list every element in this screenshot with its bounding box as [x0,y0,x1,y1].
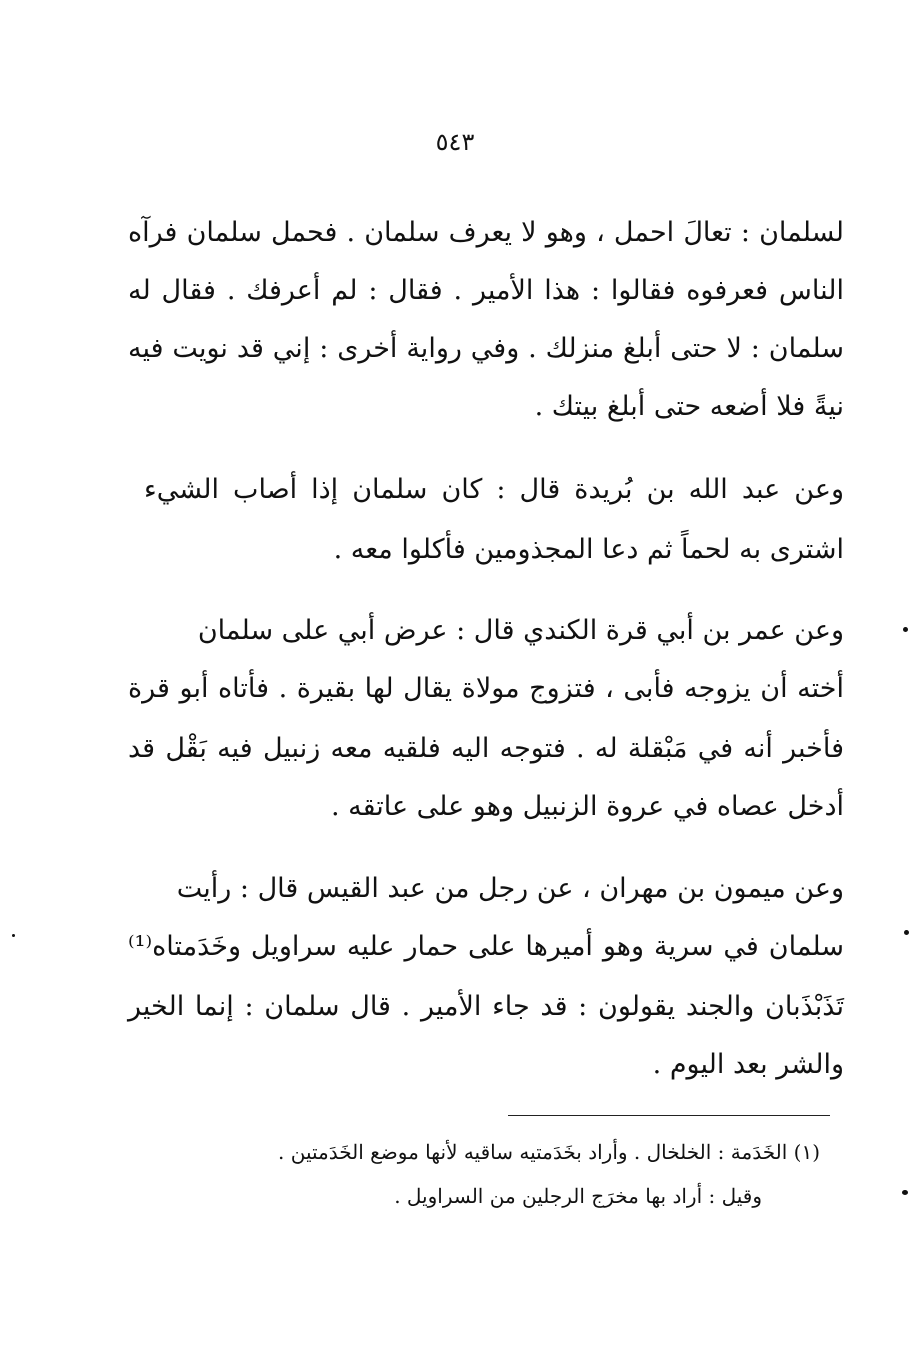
paragraph-line: سلمان : لا حتى أبلغ منزلك . وفي رواية أخرى : إني قد نويت فيه [128,333,844,364]
footnote-line: (١) الخَدَمة : الخلخال . وأراد بخَدَمتيه ساقيه لأنها موضع الخَدَمتين . [278,1140,820,1164]
paragraph-line: أدخل عصاه في عروة الزنبيل وهو على عاتقه . [330,791,844,822]
paragraph-line: وعن عمر بن أبي قرة الكندي قال : عرض أبي على سلمان [197,615,844,646]
paragraph-line: والشر بعد اليوم . [652,1049,844,1080]
paragraph-line: فأخبر أنه في مَبْقلة له . فتوجه اليه فلقيه معه زنبيل فيه بَقْل قد [128,733,844,764]
paragraph-line: الناس فعرفوه فقالوا : هذا الأمير . فقال : لم أعرفك . فقال له [128,275,844,306]
page-number: ٥٤٣ [435,128,475,156]
footnote-line: وقيل : أراد بها مخرَج الرجلين من السراويل . [394,1184,762,1208]
paragraph-line: نيةً فلا أضعه حتى أبلغ بيتك . [534,391,844,422]
scan-speck [904,930,909,935]
paragraph-line: لسلمان : تعالَ احمل ، وهو لا يعرف سلمان . فحمل سلمان فرآه [128,217,844,248]
paragraph-line: أخته أن يزوجه فأبى ، فتزوج مولاة يقال لها بقيرة . فأتاه أبو قرة [128,673,844,704]
paragraph-line: تَذَبْذَبان والجند يقولون : قد جاء الأمير . قال سلمان : إنما الخير [128,991,844,1022]
paragraph-line: وعن عبد الله بن بُريدة قال : كان سلمان إذا أصاب الشيء [144,474,844,505]
scan-speck [903,627,908,632]
paragraph-line: اشترى به لحماً ثم دعا المجذومين فأكلوا معه . [333,534,844,565]
scan-speck [902,1190,908,1195]
footnote-divider [508,1115,830,1116]
paragraph-line: سلمان في سرية وهو أميرها على حمار عليه سراويل وخَدَمتاه⁽¹⁾ [128,931,844,962]
paragraph-line: وعن ميمون بن مهران ، عن رجل من عبد القيس قال : رأيت [176,873,844,904]
scan-speck [12,934,15,937]
